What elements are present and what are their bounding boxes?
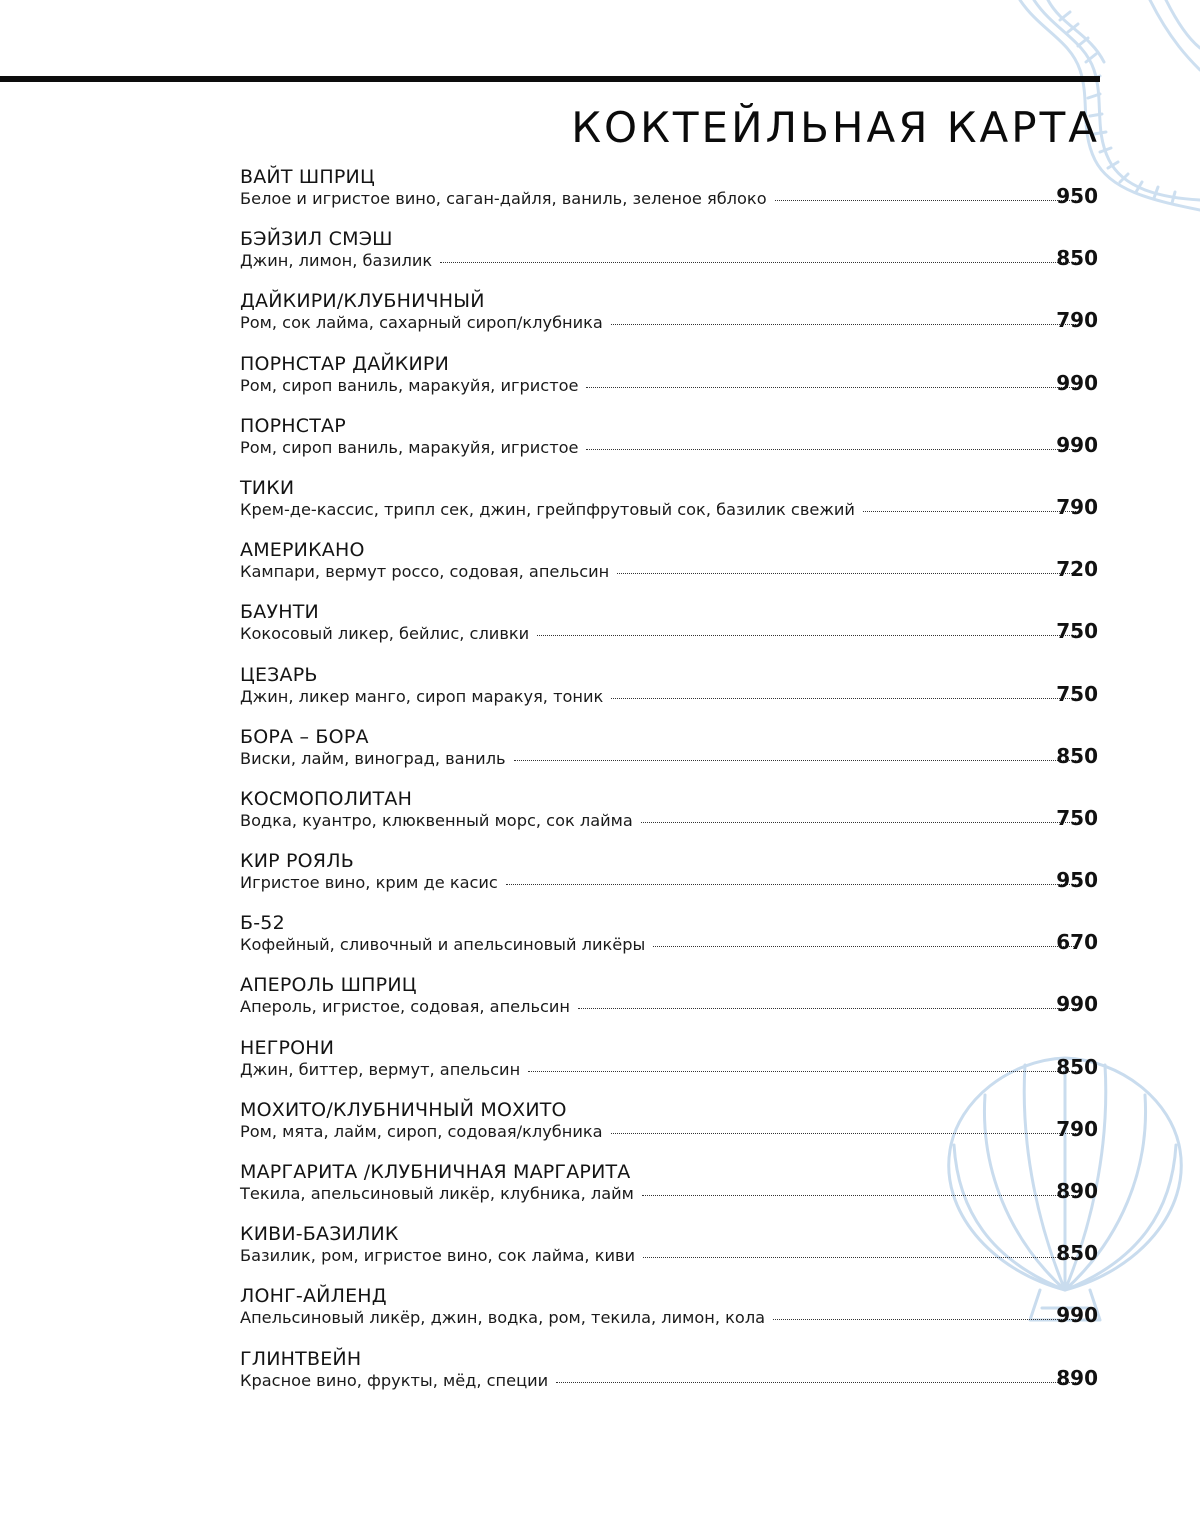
menu-item — [240, 974, 1098, 1036]
menu-item — [240, 290, 1098, 352]
cocktail-name: ДАЙКИРИ/КЛУБНИЧНЫЙ — [240, 290, 485, 313]
menu-item — [240, 1099, 1098, 1161]
cocktail-description-line — [240, 1059, 1098, 1081]
cocktail-description: Кокосовый ликер, бейлис, сливки — [240, 624, 530, 644]
cocktail-description: Водка, куантро, клюквенный морс, сок лайма — [240, 810, 633, 830]
cocktail-description: Ром, сироп ваниль, маракуйя, игристое — [240, 375, 579, 395]
cocktail-name: ВАЙТ ШПРИЦ — [240, 166, 375, 188]
cocktail-price: 750 — [1056, 619, 1098, 644]
menu-item — [240, 477, 1098, 539]
cocktail-price: 890 — [1056, 1179, 1098, 1203]
menu-item — [240, 601, 1098, 663]
cocktail-description: Красное вино, фрукты, мёд, специи — [240, 1370, 549, 1390]
cocktail-description-line — [240, 1121, 1098, 1143]
top-rule — [0, 76, 1100, 82]
cocktail-description-line — [240, 437, 1098, 459]
dot-leader — [537, 635, 1076, 636]
cocktail-price: 990 — [1056, 432, 1098, 457]
cocktail-name: КОСМОПОЛИТАН — [240, 787, 413, 810]
cocktail-name: МАРГАРИТА /КЛУБНИЧНАЯ МАРГАРИТА — [240, 1161, 631, 1183]
cocktail-price: 850 — [1056, 1241, 1098, 1266]
cocktail-description-line — [240, 748, 1098, 770]
cocktail-price: 990 — [1056, 1303, 1098, 1328]
cocktail-name: КИР РОЯЛЬ — [240, 850, 354, 873]
cocktail-description: Кампари, вермут россо, содовая, апельсин — [240, 562, 610, 582]
cocktail-description-line — [240, 996, 1098, 1018]
menu-item — [240, 166, 1098, 228]
dot-leader — [863, 511, 1076, 512]
cocktail-description-line — [240, 312, 1098, 334]
cocktail-description-line — [240, 250, 1098, 272]
cocktail-description-line — [240, 934, 1098, 956]
dot-leader — [642, 1195, 1076, 1196]
menu-item — [240, 1037, 1098, 1099]
dot-leader — [440, 262, 1076, 263]
cocktail-price: 990 — [1056, 370, 1098, 395]
cocktail-name: МОХИТО/КЛУБНИЧНЫЙ МОХИТО — [240, 1098, 567, 1121]
cocktail-price: 950 — [1056, 868, 1098, 893]
cocktail-description: Ром, сок лайма, сахарный сироп/клубника — [240, 313, 603, 333]
dot-leader — [506, 884, 1076, 885]
cocktail-price: 990 — [1056, 992, 1098, 1017]
cocktail-price: 670 — [1056, 930, 1098, 955]
cocktail-description-line — [240, 188, 1098, 210]
dot-leader — [556, 1382, 1076, 1383]
cocktail-name: АМЕРИКАНО — [240, 539, 365, 562]
cocktail-description: Кофейный, сливочный и апельсиновый ликёры — [240, 935, 646, 955]
menu-item — [240, 539, 1098, 601]
cocktail-price: 850 — [1056, 246, 1098, 271]
cocktail-description: Джин, лимон, базилик — [240, 251, 433, 271]
cocktail-description: Джин, биттер, вермут, апельсин — [240, 1059, 521, 1079]
cocktail-price: 890 — [1056, 1365, 1098, 1390]
cocktail-description-line — [240, 1245, 1098, 1267]
cocktail-description: Белое и игристое вино, саган-дайля, ваниль, зеленое яблоко — [240, 189, 767, 208]
cocktail-name: ЦЕЗАРЬ — [240, 663, 318, 686]
menu-item — [240, 912, 1098, 974]
cocktail-description: Джин, ликер манго, сироп маракуя, тоник — [240, 686, 604, 706]
cocktail-name: БАУНТИ — [240, 601, 319, 624]
cocktail-description-line — [240, 872, 1098, 894]
dot-leader — [773, 1319, 1076, 1320]
dot-leader — [611, 324, 1076, 325]
cocktail-description: Крем-де-кассис, трипл сек, джин, грейпфрутовый сок, базилик свежий — [240, 499, 855, 519]
menu-item — [240, 353, 1098, 415]
cocktail-price: 750 — [1056, 805, 1098, 830]
cocktail-description-line — [240, 561, 1098, 583]
cocktail-description: Виски, лайм, виноград, ваниль — [240, 748, 506, 768]
menu-item — [240, 228, 1098, 290]
cocktail-name: ТИКИ — [240, 476, 295, 499]
menu-item — [240, 1161, 1098, 1223]
cocktail-name: Б-52 — [240, 912, 285, 935]
cocktail-price: 850 — [1056, 743, 1098, 768]
cocktail-name: БЭЙЗИЛ СМЭШ — [240, 228, 393, 251]
menu-item — [240, 664, 1098, 726]
menu-item — [240, 788, 1098, 850]
cocktail-name: ГЛИНТВЕЙН — [240, 1347, 362, 1370]
cocktail-description: Апероль, игристое, содовая, апельсин — [240, 997, 571, 1017]
dot-leader — [528, 1071, 1076, 1072]
cocktail-description: Ром, мята, лайм, сироп, содовая/клубника — [240, 1121, 603, 1141]
dot-leader — [641, 822, 1076, 823]
cocktail-description: Апельсиновый ликёр, джин, водка, ром, текила, лимон, кола — [240, 1308, 766, 1328]
cocktail-description-line — [240, 810, 1098, 832]
cocktail-price: 720 — [1056, 557, 1098, 582]
cocktail-description: Игристое вино, крим де касис — [240, 873, 498, 893]
cocktail-price: 790 — [1056, 494, 1098, 519]
dot-leader — [643, 1257, 1076, 1258]
dot-leader — [514, 760, 1076, 761]
cocktail-name: БОРА – БОРА — [240, 725, 369, 748]
cocktail-price: 790 — [1056, 1116, 1098, 1141]
cocktail-description-line — [240, 1307, 1098, 1329]
cocktail-description: Базилик, ром, игристое вино, сок лайма, киви — [240, 1246, 636, 1266]
menu-item — [240, 415, 1098, 477]
dot-leader — [617, 573, 1076, 574]
cocktail-price: 850 — [1056, 1054, 1098, 1079]
menu-item — [240, 1285, 1098, 1347]
cocktail-description-line — [240, 623, 1098, 645]
cocktail-description-line — [240, 1370, 1098, 1392]
dot-leader — [586, 449, 1076, 450]
cocktail-description: Ром, сироп ваниль, маракуйя, игристое — [240, 437, 579, 457]
dot-leader — [578, 1008, 1076, 1009]
dot-leader — [611, 698, 1076, 699]
cocktail-description: Текила, апельсиновый ликёр, клубника, лайм — [240, 1184, 634, 1203]
cocktail-name: КИВИ-БАЗИЛИК — [240, 1223, 399, 1246]
cocktail-price: 790 — [1056, 308, 1098, 333]
cocktail-description-line — [240, 1183, 1098, 1205]
dot-leader — [586, 387, 1076, 388]
cocktail-price: 950 — [1056, 184, 1098, 208]
dot-leader — [611, 1133, 1076, 1134]
cocktail-description-line — [240, 686, 1098, 708]
page-title: КОКТЕЙЛЬНАЯ КАРТА — [571, 103, 1100, 152]
menu-item — [240, 1223, 1098, 1285]
menu-item — [240, 726, 1098, 788]
cocktail-name: АПЕРОЛЬ ШПРИЦ — [240, 974, 417, 997]
menu-item — [240, 850, 1098, 912]
cocktail-name: ЛОНГ-АЙЛЕНД — [240, 1285, 387, 1308]
cocktail-description-line — [240, 499, 1098, 521]
dot-leader — [775, 200, 1076, 201]
dot-leader — [653, 946, 1076, 947]
cocktail-name: ПОРНСТАР ДАЙКИРИ — [240, 352, 449, 375]
menu-item — [240, 1348, 1098, 1410]
cocktail-description-line — [240, 375, 1098, 397]
cocktail-price: 750 — [1056, 681, 1098, 706]
cocktail-name: ПОРНСТАР — [240, 414, 346, 437]
cocktail-list — [240, 166, 1098, 1410]
cocktail-name: НЕГРОНИ — [240, 1036, 335, 1059]
